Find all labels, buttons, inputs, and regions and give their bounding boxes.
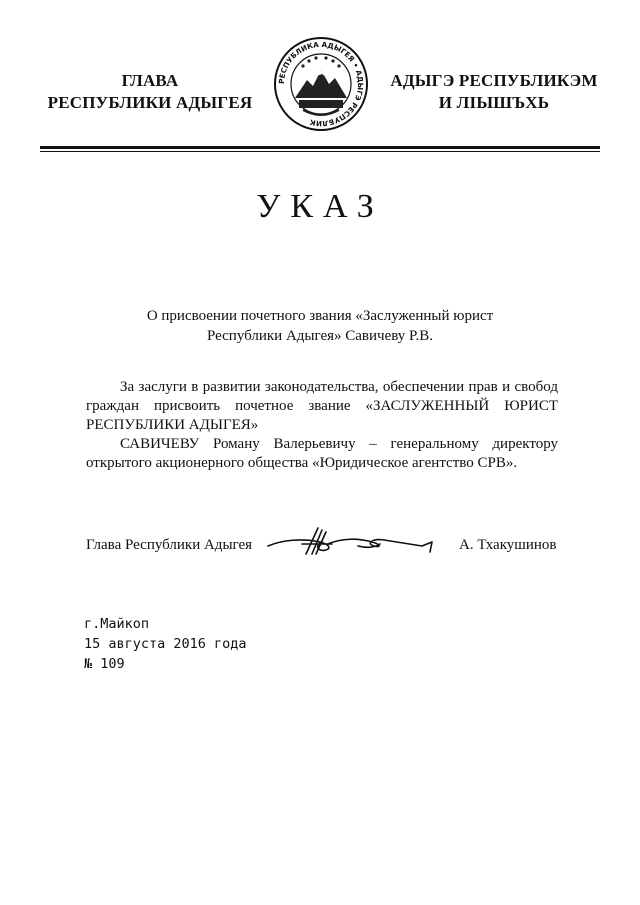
document-number: № 109 [84, 656, 125, 672]
document-subject [100, 306, 540, 346]
subject-line-1: О присвоении почетного звания «Заслуженный юрист [146, 308, 494, 324]
header-right-line1: АДЫГЭ РЕСПУБЛИКЭМ [390, 71, 598, 90]
document-date: 15 августа 2016 года [84, 636, 247, 652]
header-divider-thin [40, 151, 600, 152]
document-title: УКАЗ [256, 188, 384, 225]
document-city: г.Майкоп [84, 616, 150, 632]
header-left [30, 70, 270, 114]
coat-of-arms-icon [273, 36, 369, 132]
document-body [86, 378, 558, 473]
header-right [378, 70, 610, 114]
subject-line-2: Республики Адыгея» Савичеву Р.В. [206, 328, 434, 344]
header-left-line1: ГЛАВА [121, 71, 179, 90]
header-divider-thick [40, 146, 600, 149]
signatory-position: Глава Республики Адыгея [86, 537, 253, 553]
body-paragraph-2: САВИЧЕВУ Роману Валерьевичу – генеральному директору открытого акционерного общества «Юридическое агентство СРВ». [86, 436, 558, 471]
header-left-line2: РЕСПУБЛИКИ АДЫГЕЯ [47, 93, 253, 112]
emblem-ring-text: РЕСПУБЛИКА АДЫГЕЯ • АДЫГЭ РЕСПУБЛИК [276, 39, 366, 129]
signature-icon [262, 524, 438, 560]
body-paragraph-1: За заслуги в развитии законодательства, обеспечении прав и свобод граждан присвоить почетное звание «ЗАСЛУЖЕННЫЙ ЮРИСТ РЕСПУБЛИКИ АДЫГЕЯ» [86, 379, 558, 433]
header-right-line2: И ЛІЫШЪХЬ [438, 93, 550, 112]
signatory-name: А. Тхакушинов [459, 537, 557, 553]
